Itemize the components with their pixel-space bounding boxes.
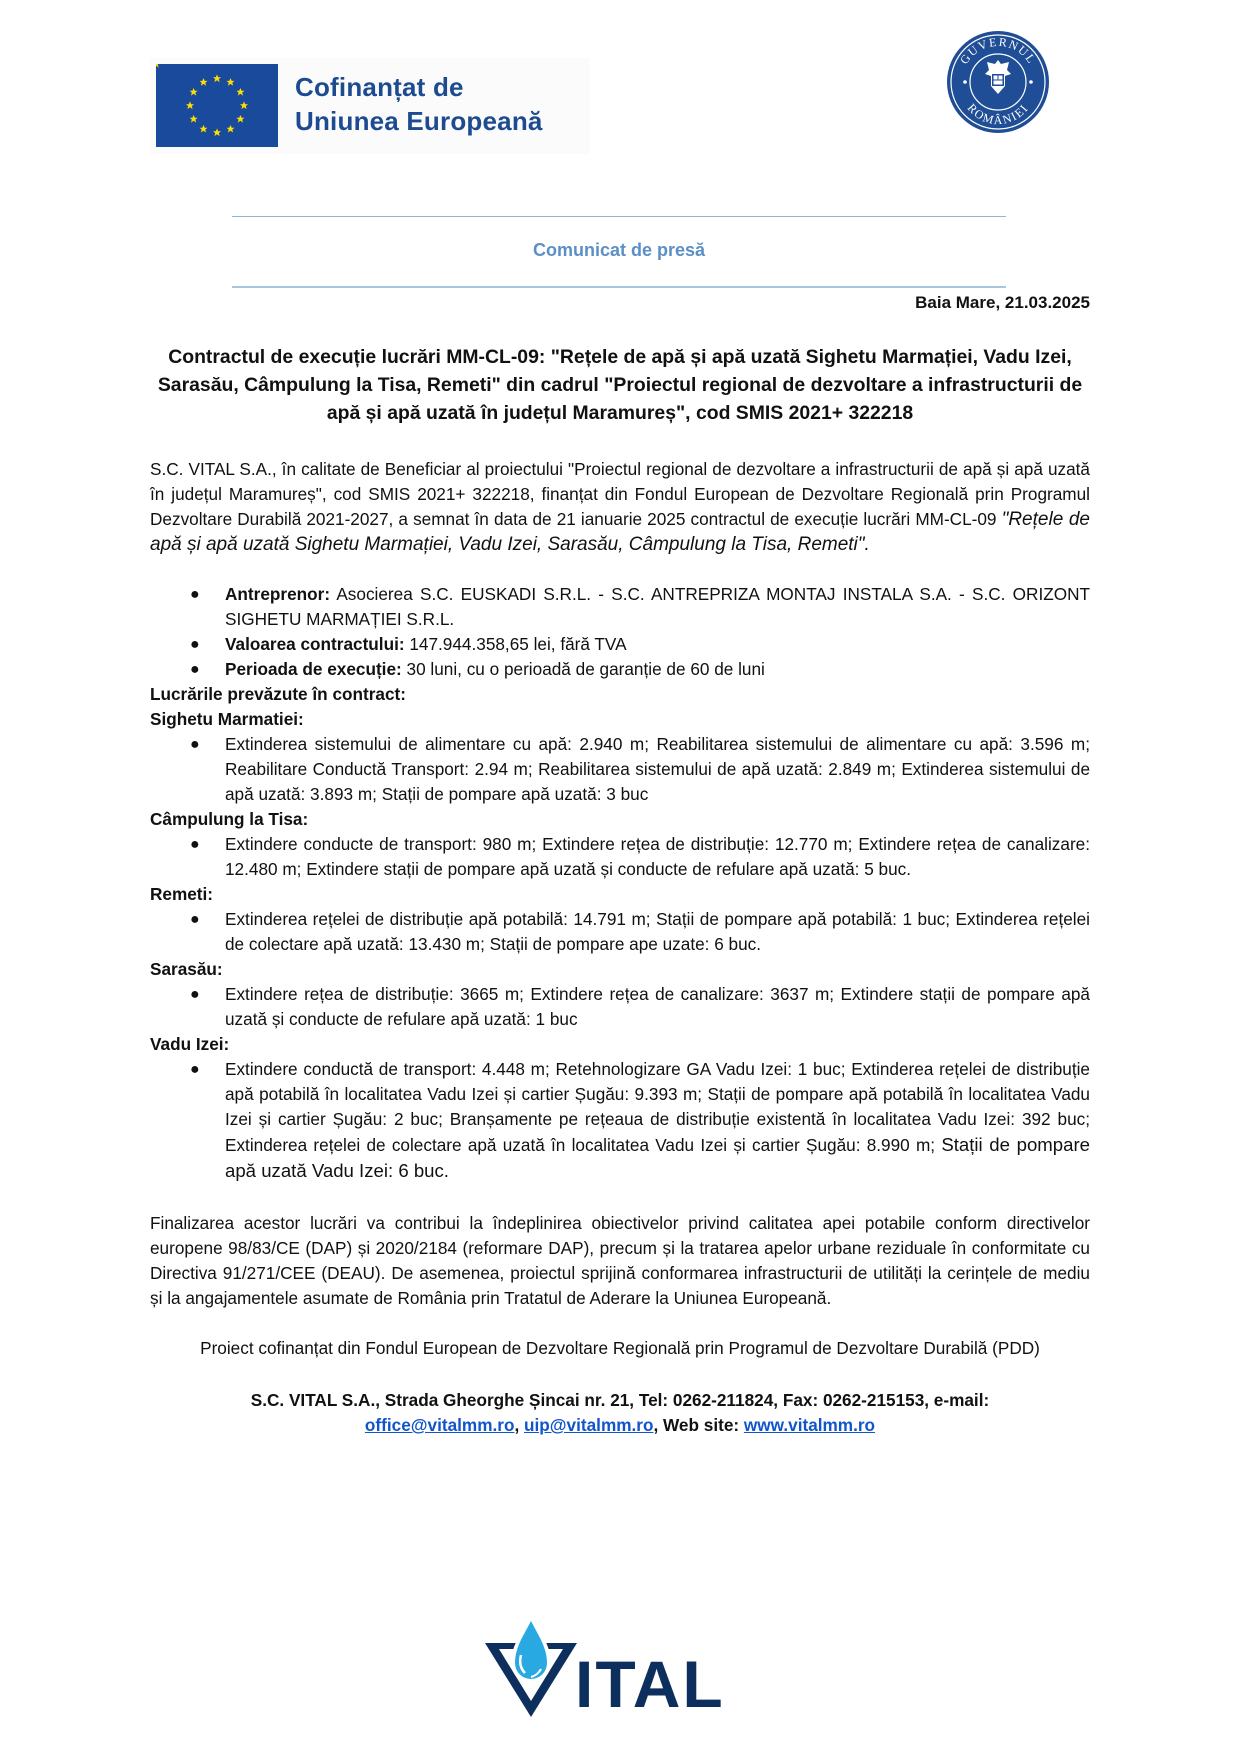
eu-logo-line1: Cofinanțat de — [295, 72, 464, 102]
contact-block — [150, 1388, 1090, 1438]
detail-value: Asocierea S.C. EUSKADI S.R.L. - S.C. ANTREPRIZA MONTAJ INSTALA S.A. - S.C. ORIZONT SIGHETU MARMAȚIEI S.R.L. — [225, 584, 1090, 629]
section-text: Extindere conducte de transport: 980 m; Extindere rețea de distribuție: 12.770 m; Extindere rețea de canalizare: 12.480 m; Extindere stații de pompare apă uzată și conducte de refulare apă uzată: 5 buc. — [225, 834, 1090, 879]
eu-cofinancing-logo — [150, 58, 590, 154]
intro-text: S.C. VITAL S.A., în calitate de Beneficiar al proiectului "Proiectul regional de dezvoltare a infrastructurii de apă și apă uzată în județul Maramureș", cod SMIS 2021+ 322218, finanțat din Fondul European de Dezvoltare Regională prin Programul Dezvoltare Durabilă 2021-2027, a semnat în data de 21 ianuarie 2025 contractul de execuție lucrări MM-CL-09 — [150, 459, 1090, 529]
eu-flag-icon — [156, 64, 278, 147]
document-body — [150, 343, 1090, 1438]
section-list-sighetu — [150, 732, 1090, 807]
bullet-icon: ● — [190, 586, 200, 603]
bullet-icon: ● — [190, 986, 200, 1003]
section-list-remeti — [150, 907, 1090, 957]
cofinancing-note: Proiect cofinanțat din Fondul European de Dezvoltare Regională prin Programul de Dezvoltare Durabilă (PDD) — [200, 1338, 1040, 1358]
section-title-campulung: Câmpulung la Tisa: — [150, 809, 309, 829]
section-item — [150, 832, 1090, 882]
section-title-sarasau: Sarasău: — [150, 959, 223, 979]
detail-contract-value — [150, 632, 1090, 657]
detail-execution-period — [150, 657, 1090, 682]
detail-label: Perioada de execuție: — [225, 659, 402, 679]
section-title-remeti: Remeti: — [150, 884, 214, 904]
bullet-icon: ● — [190, 911, 200, 928]
detail-value: 147.944.358,65 lei, fără TVA — [404, 634, 627, 654]
bullet-icon: ● — [190, 636, 200, 653]
header-rule-bottom — [232, 286, 1006, 288]
contact-links — [150, 1413, 1090, 1438]
contact-address: S.C. VITAL S.A., Strada Gheorghe Șincai nr. 21, Tel: 0262-211824, Fax: 0262-215153, e-mail: — [250, 1390, 990, 1410]
section-text-tail: Stații de pompare apă uzată Vadu Izei: 6 buc. — [225, 1134, 1090, 1181]
contract-details-list — [150, 582, 1090, 682]
vital-logo — [485, 1607, 755, 1722]
section-text: Extinderea rețelei de distribuție apă potabilă: 14.791 m; Stații de pompare apă potabilă: 1 buc; Extinderea rețelei de colectare apă uzată: 13.430 m; Stații de pompare ape uzate: 6 buc. — [225, 909, 1090, 954]
section-list-campulung — [150, 832, 1090, 882]
separator: , — [514, 1415, 525, 1435]
bullet-icon: ● — [190, 661, 200, 678]
water-drop-icon — [515, 1621, 547, 1679]
detail-value: 30 luni, cu o perioadă de garanție de 60 de luni — [401, 659, 765, 679]
bullet-icon: ● — [190, 736, 200, 753]
press-release-title: Comunicat de presă — [532, 240, 706, 260]
intro-contract-name: "Rețele de apă și apă uzată Sighetu Marmației, Vadu Izei, Sarasău, Câmpulung la Tisa, Remeti". — [150, 509, 1090, 555]
detail-contractor — [150, 582, 1090, 632]
svg-text:GUVERNUL: GUVERNUL — [956, 34, 1040, 67]
svg-text:ROMÂNIEI: ROMÂNIEI — [964, 100, 1032, 128]
bullet-icon: ● — [190, 1061, 200, 1078]
section-item — [150, 907, 1090, 957]
section-text: Extindere rețea de distribuție: 3665 m; Extindere rețea de canalizare: 3637 m; Extindere stații de pompare apă uzată și conducte de refulare apă uzată: 1 buc — [225, 984, 1090, 1029]
headline: Contractul de execuție lucrări MM-CL-09: "Rețele de apă și apă uzată Sighetu Marmației, Vadu Izei, Sarasău, Câmpulung la Tisa, Remeti" din cadrul "Proiectul regional de dezvoltare a infrastructurii de apă și apă uzată în județul Maramureș", cod SMIS 2021+ 322218 — [157, 346, 1083, 424]
eu-logo-line2: Uniunea Europeană — [295, 106, 543, 136]
website-label: , Web site: — [653, 1415, 744, 1435]
closing-paragraph: Finalizarea acestor lucrări va contribui la îndeplinirea obiectivelor privind calitatea apei potabile conform directivelor europene 98/83/CE (DAP) și 2020/2184 (reformare DAP), precum și la tratarea apelor urbane reziduale în conformitate cu Directiva 91/271/CEE (DEAU). De asemenea, proiectul sprijină conformarea infrastructurii de utilități la cerințele de mediu și la angajamentele asumate de România prin Tratatul de Aderare la Uniunea Europeană. — [150, 1213, 1090, 1308]
email-office-link[interactable]: office@vitalmm.ro — [364, 1415, 515, 1435]
section-item — [150, 732, 1090, 807]
website-link[interactable]: www.vitalmm.ro — [743, 1415, 876, 1435]
romanian-government-seal-icon — [946, 30, 1050, 134]
section-title-sighetu: Sighetu Marmatiei: — [150, 709, 304, 729]
bullet-icon: ● — [190, 836, 200, 853]
intro-paragraph — [150, 457, 1090, 557]
section-text: Extinderea sistemului de alimentare cu apă: 2.940 m; Reabilitarea sistemului de alimentare cu apă: 3.596 m; Reabilitare Conductă Transport: 2.94 m; Reabilitarea sistemului de apă uzată: 2.849 m; Extinderea sistemului de apă uzată: 3.893 m; Stații de pompare apă uzată: 3 buc — [225, 734, 1090, 804]
detail-label: Valoarea contractului: — [225, 634, 405, 654]
section-text: Extindere conductă de transport: 4.448 m; Retehnologizare GA Vadu Izei: 1 buc; Extinderea rețelei de distribuție apă potabilă în localitatea Vadu Izei și cartier Șugău: 9.393 m; Stații de pompare apă potabilă în localitatea Vadu Izei și cartier Șugău: 2 buc; Branșamente pe rețeaua de distribuție existentă în localitatea Vadu Izei: 392 buc; Extinderea rețelei de colectare apă uzată în localitatea Vadu Izei și cartier Șugău: 8.990 m; — [225, 1059, 1090, 1155]
section-item — [150, 982, 1090, 1032]
works-heading: Lucrările prevăzute în contract: — [150, 684, 406, 704]
section-item — [150, 1057, 1090, 1184]
email-uip-link[interactable]: uip@vitalmm.ro — [524, 1415, 654, 1435]
eu-logo-text — [295, 70, 543, 138]
detail-label: Antreprenor: — [225, 584, 331, 604]
place-date-line: Baia Mare, 21.03.2025 — [915, 293, 1090, 312]
vital-logo-text: ITAL — [575, 1647, 725, 1721]
section-list-vadu-izei — [150, 1057, 1090, 1184]
header-rule-top — [232, 216, 1006, 217]
section-list-sarasau — [150, 982, 1090, 1032]
section-title-vadu-izei: Vadu Izei: — [150, 1034, 230, 1054]
